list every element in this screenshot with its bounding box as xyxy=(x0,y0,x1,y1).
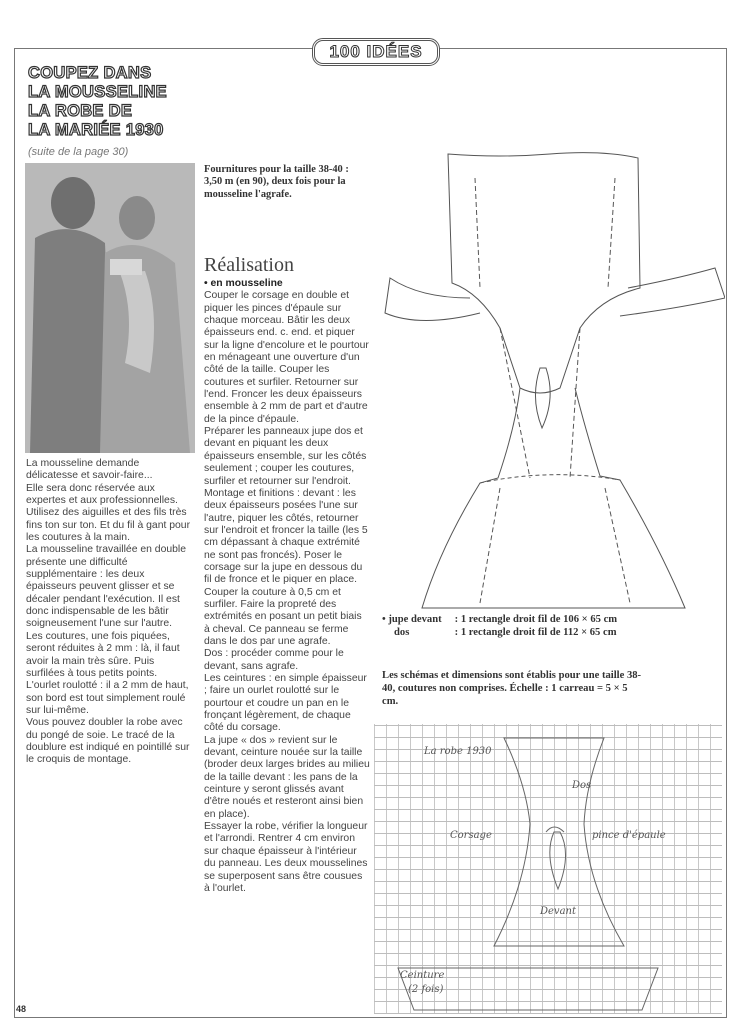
intro-paragraph: Les coutures, une fois piquées, seront réduites à 2 mm : là, il faut avoir la main très sûre. Puis surfilées à tous petits points. xyxy=(26,630,180,679)
instruction-paragraph: Couper le corsage en double et piquer les pinces d'épaule sur chaque morceau. Bâtir les deux épaisseurs end. c. end. et piquer sur la ligne d'encolure et le pourtour en ménageant une ouverture d'un côté de la taille. Couper les coutures et surfiler. Retourner sur l'end. Froncer les deux épaisseurs ensemble à 2 mm de part et d'autre de la pince d'épaule. xyxy=(204,290,369,425)
headline-line-2: LA MOUSSELINE xyxy=(28,83,167,101)
instruction-paragraph: Dos : procéder comme pour le devant, sans agrafe. xyxy=(204,648,344,672)
instruction-paragraph: Essayer la robe, vérifier la longueur et l'arrondi. Rentrer 4 cm environ sur chaque épaisseur à l'intérieur du panneau. Les deux mousselines se superposent sans être cousues à l'ourlet. xyxy=(204,821,368,894)
supplies-title: Fournitures pour la taille 38-40 : xyxy=(204,164,349,175)
headline-line-3: LA ROBE DE xyxy=(28,102,133,120)
continued-note: (suite de la page 30) xyxy=(28,146,129,158)
skirt-back-label: dos xyxy=(394,627,410,638)
skirt-back-value: : 1 rectangle droit fil de 112 × 65 cm xyxy=(454,627,617,638)
grid-ceinture-note: (2 fois) xyxy=(408,984,444,995)
headline-line-4: LA MARIÉE 1930 xyxy=(28,121,164,139)
intro-paragraph: Vous pouvez doubler la robe avec du pongé de soie. Le tracé de la doublure est indiqué en pointillé sur le croquis de montage. xyxy=(26,717,190,766)
skirt-dimensions xyxy=(382,613,617,639)
intro-paragraph: Elle sera donc réservée aux expertes et aux professionnelles. Utilisez des aiguilles et des fils très fins ton sur ton. Et du fil à gant pour les coutures à la main. xyxy=(26,482,191,544)
skirt-front-value: : 1 rectangle droit fil de 106 × 65 cm xyxy=(454,614,618,625)
instruction-paragraph: Montage et finitions : devant : les deux épaisseurs posées l'une sur l'autre, piquer les côtés, retourner sur l'endroit et froncer la taille (les 5 cm dépassant à chaque extrémité ne sont pas froncés). Poser le corsage sur la jupe en dessous du fil de fronce et le piquer en place. Couper la couture à 0,5 cm et surfiler. Faire la propreté des extrémités en posant un petit biais à cheval. Ce panneau se ferme dans le dos par une agrafe. xyxy=(204,487,368,647)
instruction-subheading: • en mousseline xyxy=(204,278,283,289)
skirt-front-label: • jupe devant xyxy=(382,614,442,625)
intro-paragraph: La mousseline demande délicatesse et savoir-faire... xyxy=(26,458,153,482)
grid-pince-label: pince d'épaule xyxy=(592,830,666,841)
supplies-block xyxy=(204,164,364,201)
skirt-back-row xyxy=(382,626,617,639)
intro-paragraph: L'ourlet roulotté : il a 2 mm de haut, son bord est tout simplement roulé sur lui-même. xyxy=(26,680,189,716)
dress-pattern-drawing xyxy=(380,148,725,610)
section-heading-realisation: Réalisation xyxy=(204,254,294,276)
intro-paragraph: La mousseline travaillée en double présente une difficulté supplémentaire : les deux épaisseurs peuvent glisser et se décaler pendant l'exécution. Il est donc indispensable de les bâtir soigneusement l'une sur l'autre. xyxy=(26,544,187,630)
magazine-masthead: 100 IDÉES xyxy=(312,38,440,66)
instruction-paragraph: Les ceintures : en simple épaisseur ; faire un ourlet roulotté sur le pourtour et coudre un pan en le fronçant légèrement, de chaque côté du corsage. xyxy=(204,673,367,734)
grid-corsage-label: Corsage xyxy=(450,830,492,841)
page-number: 48 xyxy=(16,1004,27,1014)
grid-devant-label: Devant xyxy=(540,906,577,917)
supplies-body: 3,50 m (en 90), deux fois pour la mousseline l'agrafe. xyxy=(204,176,346,200)
instruction-paragraph: Préparer les panneaux jupe dos et devant en piquant les deux épaisseurs ensemble, sur les côtés seulement ; couper les coutures, surfiler et retourner sur l'endroit. xyxy=(204,426,367,487)
skirt-front-row xyxy=(382,613,617,626)
headline-line-1: COUPEZ DANS xyxy=(28,64,152,82)
grid-title-label: La robe 1930 xyxy=(424,746,492,757)
scale-note: Les schémas et dimensions sont établis pour une taille 38-40, coutures non comprises. Échelle : 1 carreau = 5 × 5 cm. xyxy=(382,670,642,707)
grid-ceinture-label: Ceinture xyxy=(400,970,445,981)
bride-photo xyxy=(25,163,195,453)
pattern-grid xyxy=(374,724,722,1014)
instructions-column xyxy=(204,278,370,895)
instruction-paragraph: La jupe « dos » revient sur le devant, ceinture nouée sur la taille (broder deux larges brides au milieu de la taille devant : les pans de la ceinture y seront glissés avant d'être noués et resteront ainsi bien en place). xyxy=(204,734,370,820)
intro-column xyxy=(26,458,192,767)
article-headline xyxy=(28,64,218,140)
grid-dos-label: Dos xyxy=(572,780,592,791)
